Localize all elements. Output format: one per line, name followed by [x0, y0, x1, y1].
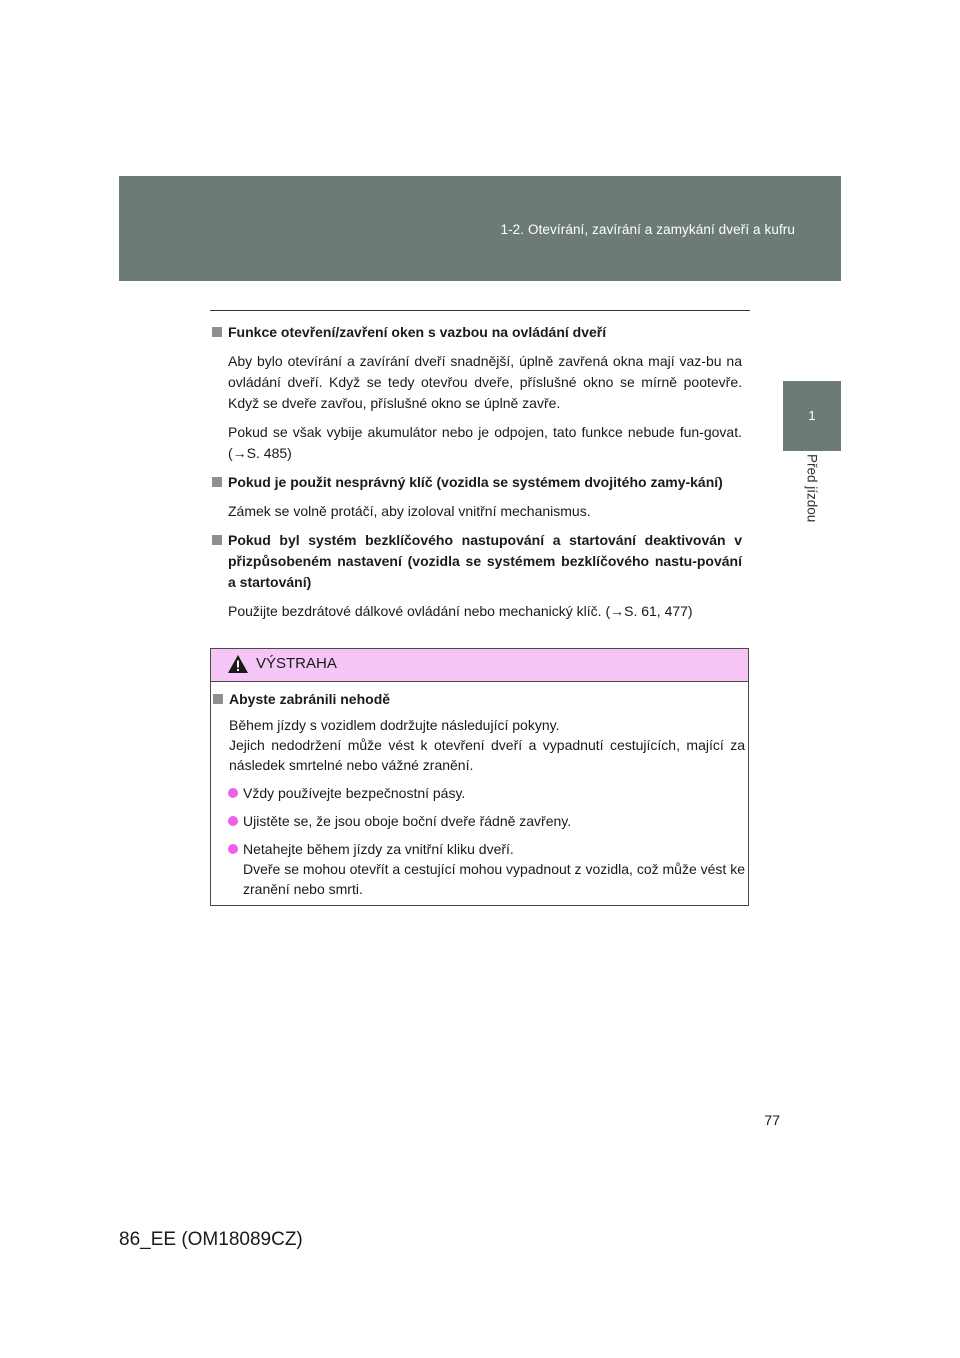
section-heading — [212, 530, 742, 593]
bullet-dot-icon — [228, 788, 238, 798]
bullet-text: Vždy používejte bezpečnostní pásy. — [243, 785, 466, 801]
section-heading — [212, 472, 742, 493]
intro-line: Během jízdy s vozidlem dodržujte následující pokyny. — [229, 717, 560, 733]
heading-text: Pokud byl systém bezklíčového nastupování a startování deaktivován v přizpůsobeném nastavení (vozidla se systémem bezklíčového nastu-pování a startování) — [228, 532, 742, 590]
bullet-dot-icon — [228, 816, 238, 826]
page-number: 77 — [764, 1112, 780, 1128]
bullet-text-continued: Dveře se mohou otevřít a cestující mohou vypadnout z vozidla, což může vést ke zranění nebo smrti. — [243, 861, 745, 897]
heading-text: Pokud je použit nesprávný klíč (vozidla se systémem dvojitého zamy-kání) — [228, 474, 723, 490]
heading-text: Abyste zabránili nehodě — [229, 691, 391, 707]
warning-bullet — [213, 783, 745, 803]
warning-title: VÝSTRAHA — [256, 655, 337, 672]
section-heading — [212, 322, 742, 343]
chapter-number: 1 — [808, 408, 816, 423]
warning-body — [211, 689, 745, 907]
paragraph: Zámek se volně protáčí, aby izoloval vnitřní mechanismus. — [228, 503, 591, 519]
heading-text: Funkce otevření/zavření oken s vazbou na ovládání dveří — [228, 324, 607, 340]
top-rule — [210, 310, 750, 311]
chapter-tab — [783, 381, 841, 451]
chapter-label: Před jízdou — [804, 454, 820, 523]
warning-bullet — [213, 839, 745, 899]
square-bullet-icon — [212, 327, 222, 337]
warning-box — [210, 648, 749, 906]
bullet-text: Ujistěte se, že jsou oboje boční dveře řádně zavřeny. — [243, 813, 572, 829]
paragraph: Pokud se však vybije akumulátor nebo je odpojen, tato funkce nebude fun-govat. (→S. 485) — [228, 424, 742, 461]
warning-header — [211, 649, 748, 682]
document-code: 86_EE (OM18089CZ) — [119, 1229, 303, 1250]
paragraph: Použijte bezdrátové dálkové ovládání nebo mechanický klíč. (→S. 61, 477) — [228, 603, 693, 619]
warning-triangle-icon — [227, 654, 249, 674]
warning-heading — [213, 689, 745, 709]
chapter-label-container — [783, 454, 841, 554]
bullet-text: Netahejte během jízdy za vnitřní kliku dveří. — [243, 841, 514, 857]
square-bullet-icon — [212, 477, 222, 487]
intro-line: Jejich nedodržení může vést k otevření dveří a vypadnutí cestujících, mající za následek smrtelné nebo vážné zranění. — [229, 737, 745, 773]
square-bullet-icon — [213, 694, 223, 704]
main-content — [212, 322, 742, 630]
section-title: 1-2. Otevírání, zavírání a zamykání dveří a kufru — [500, 222, 795, 237]
paragraph: Aby bylo otevírání a zavírání dveří snadnější, úplně zavřená okna mají vaz-bu na ovládání dveří. Když se tedy otevřou dveře, příslušné okno se mírně pootevře. Když se dveře zavřou, příslušné okno se úplně zavře. — [228, 353, 742, 411]
chapter-header-band — [119, 176, 841, 281]
bullet-dot-icon — [228, 844, 238, 854]
square-bullet-icon — [212, 535, 222, 545]
warning-bullet — [213, 811, 745, 831]
warning-intro — [213, 715, 745, 775]
